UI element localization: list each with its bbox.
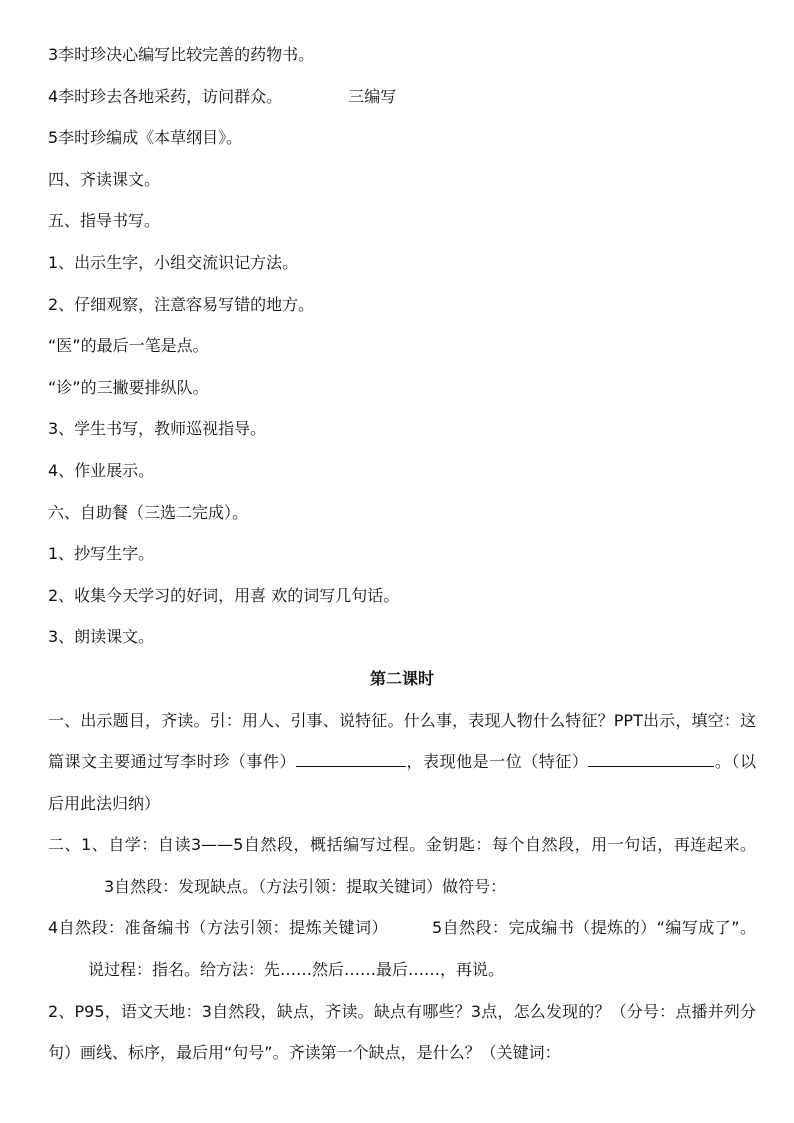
fill-in-blank [588,752,714,767]
paragraph [48,907,756,990]
text-span: 二、1、自学：自读3——5自然段，概括编写过程。金钥匙：每个自然段，用一句话，再连起来。 [48,835,756,855]
text-line: 4、作业展示。 [48,460,155,480]
text-line: 3、学生书写，教师巡视指导。 [48,419,267,439]
text-line: 四、齐读课文。 [48,169,161,189]
paragraph [48,824,756,907]
text-span: 4自然段：准备编书（方法引领：提炼关键词） [48,918,388,938]
text-span: 一、出示题目，齐读。引：用人、引事、说特征。什么事，表现人物什么特征？PPT出示，填空：这篇课文主要通过写李时珍（事件） [48,710,756,772]
text-span: 5自然段：完成编书（提炼的）“编写成了”。 [431,918,756,938]
text-line: 1、出示生字，小组交流识记方法。 [48,252,299,272]
text-line: 2、收集今天学习的好词，用喜 欢的词写几句话。 [48,585,400,605]
paragraph: 2、P95，语文天地：3自然段，缺点，齐读。缺点有哪些？3点，怎么发现的？（分号：点播并列分句）画线、标序，最后用“句号”。齐读第一个缺点，是什么？（关键词： [48,1001,756,1063]
text-line: 5李时珍编成《本草纲目》。 [48,128,243,148]
text-span: ，表现他是一位（特征） [405,752,589,772]
text-line: 1、抄写生字。 [48,544,155,564]
section-heading: 第二课时 [369,668,434,688]
text-span: 4李时珍去各地采药，访问群众。 [48,86,283,106]
text-line: 3、朗读课文。 [48,627,155,647]
text-line [48,76,756,118]
paragraph [48,700,756,825]
text-line: 2、仔细观察，注意容易写错的地方。 [48,294,315,314]
fill-in-blank [296,752,406,767]
document-page [48,34,756,1074]
text-line: 五、指导书写。 [48,211,161,231]
text-span: 说过程：指名。给方法：先……然后……最后……，再说。 [88,960,505,980]
text-span: 3自然段：发现缺点。（方法引领：提取关键词）做符号： [104,876,507,896]
text-line: 六、自助餐（三选二完成）。 [48,502,249,522]
text-line: 3李时珍决心编写比较完善的药物书。 [48,45,315,64]
text-span: 三编写 [348,86,397,106]
text-line: “诊”的三撇要排纵队。 [48,377,209,397]
text-span: 。（以后用此法归纳） [48,752,756,813]
text-line: “医”的最后一笔是点。 [48,336,209,356]
